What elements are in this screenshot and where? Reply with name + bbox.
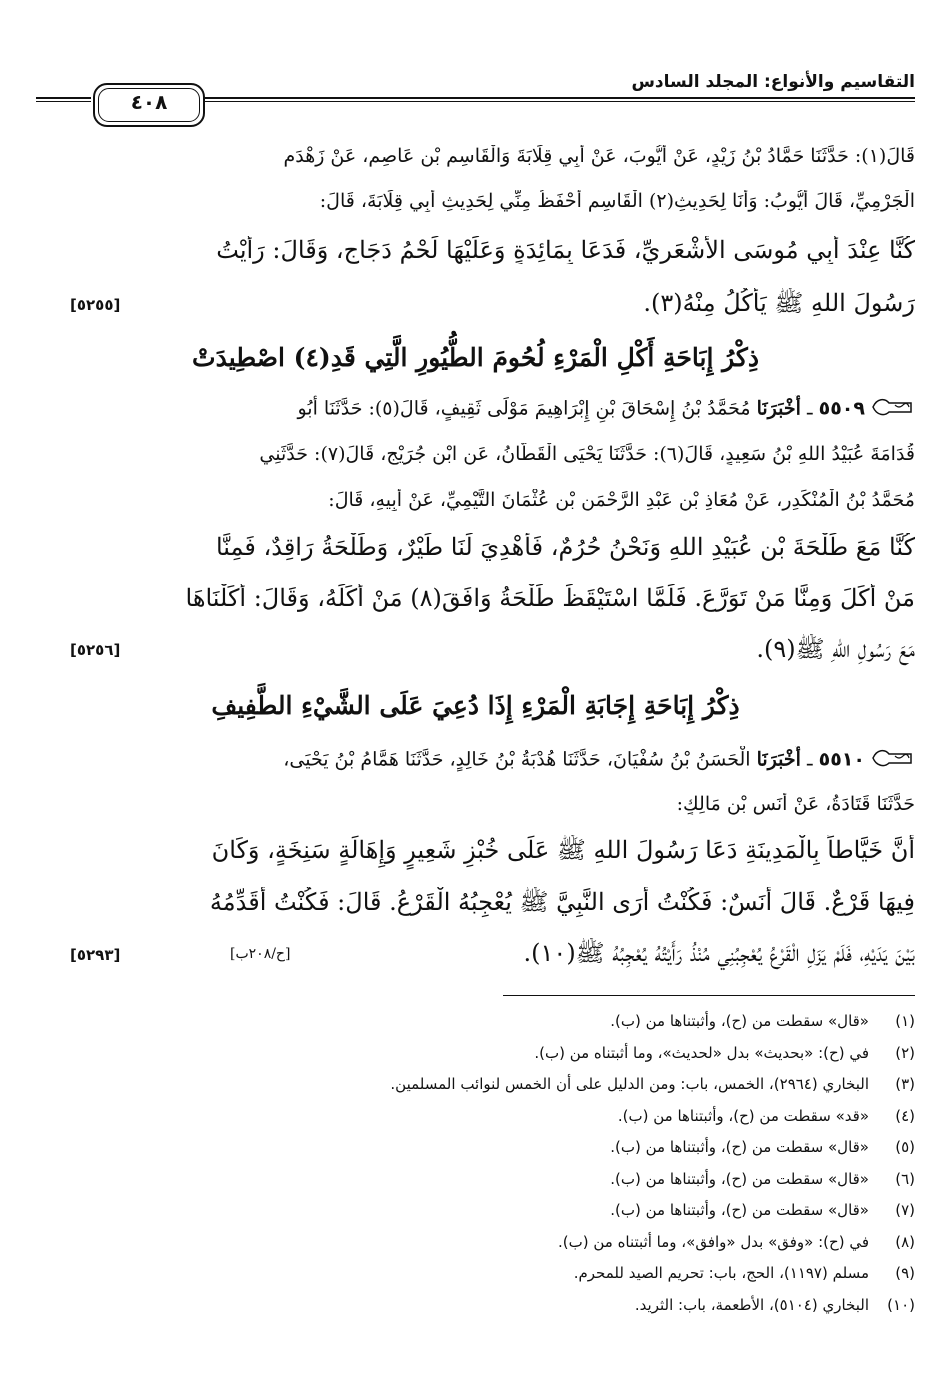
header-rule-thin [205,101,915,102]
footnote-number: (٧) [895,1201,915,1219]
chapter-heading: ذِكْرُ إِبَاحَةِ إِجَابَةِ الْمَرْءِ إِذَا دُعِيَ عَلَى الشَّيْءِ الطَّفِيفِ [211,691,740,720]
hadith-reference-number: [٥٢٩٣] [70,946,121,964]
footnote-text: مسلم (١١٩٧)، الحج، باب: تحريم الصيد للمحرم. [573,1264,869,1282]
hadith-reference-number: [٥٢٥٥] [70,296,121,314]
footnote-text: «قال» سقطت من (ح)، وأثبتناها من (ب). [610,1012,869,1030]
page-number-rule-thin [36,101,91,102]
footnote-number: (٦) [895,1169,915,1188]
matn-line: مَنْ أَكَلَ وَمِنَّا مَنْ تَوَرَّعَ. فَلَمَّا اسْتَيْقَظَ طَلْحَةُ وَافَقَ(٨) مَنْ أَكَلَهُ، وَقَالَ: أَكَلْنَاهَا [185,584,915,612]
isnad-line: مُحَمَّدُ بْنُ الْمُنْكَدِرِ، عَنْ مُعَاذِ بْنِ عَبْدِ الرَّحْمَنِ بْنِ عُثْمَانَ التَّيْمِيِّ، عَنْ أَبِيهِ، قَالَ: [328,489,915,511]
akhbarana-word: أَخْبَرَنَا [756,397,801,420]
manuscript-folio-marker: [ح/٢٠٨ب] [230,946,291,962]
header-rule [205,97,915,99]
hadith-dash: ـ [806,748,813,771]
footnote-text: البخاري (٥١٠٤)، الأطعمة، باب: الثريد. [634,1295,869,1314]
footnote-number: (١) [895,1012,915,1030]
footnote-number: (٣) [895,1075,915,1093]
hadith-reference-number: [٥٢٥٦] [70,641,121,659]
page-number-rule [36,97,91,99]
footnote-number: (٩) [895,1264,915,1282]
matn-line: أَنَّ خَيَّاطاً بِالْمَدِينَةِ دَعَا رَسُولَ اللهِ ﷺ عَلَى خُبْزِ شَعِيرٍ وَإِهَالَةٍ سَنِخَةٍ، وَكَانَ [211,836,915,864]
footnote-text: البخاري (٢٩٦٤)، الخمس، باب: ومن الدليل على أن الخمس لنوائب المسلمين. [390,1075,869,1093]
hadith-dash: ـ [806,397,813,420]
isnad-line: حَدَّثَنَا قَتَادَةُ، عَنْ أَنَسِ بْنِ مَالِكٍ: [676,793,915,815]
hadith-marker-icon [871,746,915,775]
footnote [36,1233,915,1251]
isnad-line: قُدَامَةَ عُبَيْدُ اللهِ بْنُ سَعِيدٍ، قَالَ(٦): حَدَّثَنَا يَحْيَى الْقَطَّانُ، عَنِ ابْنِ جُرَيْجٍ، قَالَ(٧): حَدَّثَنِي [259,443,915,465]
isnad-line: الْجَرْمِيِّ، قَالَ أَيُّوبُ: وَأَنَا لِحَدِيثِ(٢) الْقَاسِمِ أَحْفَظُ مِنِّي لِحَدِيثِ أَبِي قِلَابَةَ، قَالَ: [319,190,915,212]
footnote-text: «قال» سقطت من (ح)، وأثبتناها من (ب). [610,1138,869,1156]
matn-line: كُنَّا مَعَ طَلْحَةَ بْنِ عُبَيْدِ اللهِ وَنَحْنُ حُرُمٌ، فَأُهْدِيَ لَنَا طَيْرٌ، وَطَلْحَةُ رَاقِدٌ، فَمِنَّا [215,533,915,561]
footnote [36,1044,915,1062]
matn-line: بَيْنَ يَدَيْهِ، فَلَمْ يَزَلِ الْقَرْعُ يُعْجِبُنِي مُنْذُ رَأَيْتُهُ يُعْجِبُهُ ﷺ(١٠). [523,939,915,967]
footnote-text: في (ح): «بحديث» بدل «لحديث»، وما أثبتناه من (ب). [534,1043,869,1062]
hadith-marker-icon [871,395,915,424]
footnote [36,1264,915,1282]
footnote-text: «قال» سقطت من (ح)، وأثبتناها من (ب). [610,1201,869,1219]
matn-line: فِيهَا قَرْعٌ. قَالَ أَنَسٌ: فَكُنْتُ أَرَى النَّبِيَّ ﷺ يُعْجِبُهُ الْقَرْعُ. قَالَ: فَكُنْتُ أُقَدِّمُهُ [209,888,915,916]
footnote [36,1075,915,1093]
isnad-text: مُحَمَّدُ بْنُ إِسْحَاقَ بْنِ إِبْرَاهِيمَ مَوْلَى ثَقِيفٍ، قَالَ(٥): حَدَّثَنَا أَبُو [297,397,751,420]
footnote-number: (٤) [895,1106,915,1125]
akhbarana-word: أَخْبَرَنَا [756,748,801,771]
hadith-first-line [36,746,915,775]
hadith-number: ٥٥٠٩ [818,397,865,420]
footnote-number: (٥) [895,1138,915,1156]
isnad-text: الْحَسَنُ بْنُ سُفْيَانَ، حَدَّثَنَا هُدْبَةُ بْنُ خَالِدٍ، حَدَّثَنَا هَمَّامُ بْنُ يَحْيَى، [283,748,751,771]
footnote [36,1107,915,1125]
hadith-number: ٥٥١٠ [818,748,865,771]
running-title: التقاسيم والأنواع: المجلد السادس [631,72,915,92]
footnote-text: في (ح): «وفق» بدل «وافق»، وما أثبتناه من (ب). [557,1232,869,1251]
isnad-line: قَالَ(١): حَدَّثَنَا حَمَّادُ بْنُ زَيْدٍ، عَنْ أَيُّوبَ، عَنْ أَبِي قِلَابَةَ وَالْقَاسِمِ بْنِ عَاصِمٍ، عَنْ زَهْدَمٍ [283,145,915,167]
footnote [36,1138,915,1156]
footnote-number: (٨) [895,1232,915,1251]
footnote [36,1012,915,1030]
page-number: ٤٠٨ [130,90,168,114]
hadith-first-line [36,395,915,424]
footnote-number: (٢) [895,1043,915,1062]
matn-line: مَعَ رَسُولِ اللهِ ﷺ(٩). [756,635,915,663]
chapter-heading: ذِكْرُ إِبَاحَةِ أَكْلِ الْمَرْءِ لُحُومَ الطُّيُورِ الَّتِي قَدِ(٤) اصْطِيدَتْ [192,343,759,372]
footnote-number: (١٠) [887,1295,915,1314]
footnote-text: «قد» سقطت من (ح)، وأثبتناها من (ب). [617,1106,869,1125]
footnote-separator [503,995,915,996]
footnote [36,1201,915,1219]
footnote [36,1170,915,1188]
footnote-text: «قال» سقطت من (ح)، وأثبتناها من (ب). [610,1169,869,1188]
matn-line: كُنَّا عِنْدَ أَبِي مُوسَى الأَشْعَرِيِّ، فَدَعَا بِمَائِدَةٍ وَعَلَيْهَا لَحْمُ دَجَاجٍ، وَقَالَ: رَأَيْتُ [216,236,915,264]
matn-line: رَسُولَ اللهِ ﷺ يَأْكُلُ مِنْهُ(٣). [643,289,915,317]
footnote [36,1296,915,1314]
